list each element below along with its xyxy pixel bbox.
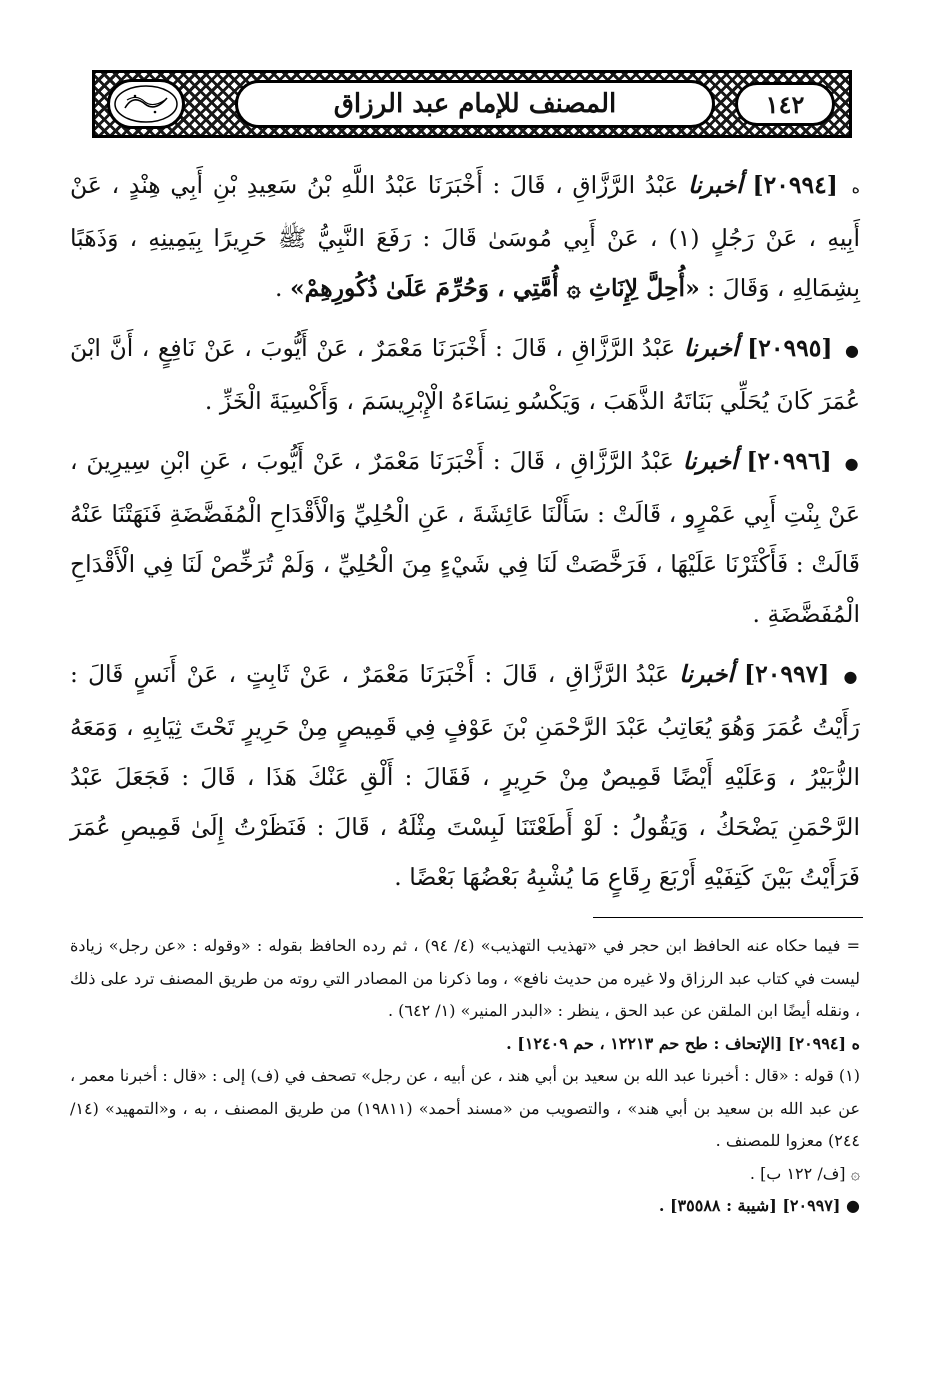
hadith-text: عَبْدُ الرَّزَّاقِ ، قَالَ : أَخْبَرَنَا مَعْمَرٌ ، عَنْ أَيُّوبَ ، عَنْ نَافِعٍ ، أَنَّ ابْنَ عُمَرَ كَانَ يُحَلِّي بَنَاتَهُ الذَّهَبَ ، وَيَكْسُو نِسَاءَهُ الْإِبْرِيسَمَ ، وَأَكْسِيَةَ الْخَزِّ . <box>70 334 860 415</box>
akhbarana-word: أخبرنا <box>683 334 739 362</box>
footnote-ithaf-text: [٢٠٩٩٤] [الإتحاف : طح حم ١٢٢١٣ ، حم ١٢٤٠٩] . <box>506 1033 847 1053</box>
akhbarana-word: أخبرنا <box>682 447 738 475</box>
page-number-box <box>735 82 835 126</box>
footnote-continuation: = فيما حكاه عنه الحافظ ابن حجر في «تهذيب التهذيب» (٤/ ٩٤) ، ثم رده الحافظ بقوله : «وقوله : «عن رجل» زيادة ليست في كتاب عبد الرزاق ولا غيره من حديث نافع» ، وما ذكرنا من المصادر التي روته من طريق المصنف ترد على ذلك ، ونقله أيضًا ابن الملقن عن عبد الحق ، ينظر : «البدر المنير» (١/ ٦٤٢) . <box>70 936 860 1020</box>
hadith-number: [٢٠٩٩٥] <box>747 334 833 362</box>
footnote-separator <box>593 917 863 918</box>
hadith-text: عَبْدُ الرَّزَّاقِ ، قَالَ : أَخْبَرَنَا مَعْمَرٌ ، عَنْ أَيُّوبَ ، عَنِ ابْنِ سِيرِينَ ، عَنْ بِنْتِ أَبِي عَمْرٍو ، قَالَتْ : سَأَلْنَا عَائِشَةَ ، عَنِ الْحُلِيِّ وَالْأَقْدَاحِ الْمُفَضَّضَةِ فَنَهَتْنَا عَنْهُ قَالَتْ : فَأَكْثَرْنَا عَلَيْهَا ، فَرَخَّصَتْ لَنَا فِي شَيْءٍ مِنَ الْحُلِيِّ ، وَلَمْ تُرَخِّصْ لَنَا فِي الْأَقْدَاحِ الْمُفَضَّضَةِ . <box>70 447 860 628</box>
hadith-20994 <box>70 160 860 313</box>
seal-icon <box>111 82 181 126</box>
footnote-marker: ● <box>846 1196 860 1215</box>
hadith-marker: ● <box>844 454 860 473</box>
prophetic-quote: «أُحِلَّ لِإِنَاثِ ۞ أُمَّتِي ، وَحُرِّمَ عَلَىٰ ذُكُورِهِمْ» <box>289 274 700 302</box>
hadith-number: [٢٠٩٩٧] <box>744 660 830 688</box>
hadith-marker: ● <box>843 667 860 686</box>
footnote-ithaf <box>70 1028 860 1061</box>
hadith-20996 <box>70 436 860 639</box>
akhbarana-word: أخبرنا <box>679 660 734 688</box>
running-title: المصنف للإمام عبد الرزاق <box>333 89 617 119</box>
page-number: ١٤٢ <box>765 89 805 119</box>
hadith-number: [٢٠٩٩٤] <box>752 171 838 199</box>
footnote-shaybah-text: [٢٠٩٩٧] [شيبة : ٣٥٥٨٨] . <box>658 1196 841 1215</box>
hadith-marker: ه <box>851 178 860 197</box>
page-header <box>92 70 852 138</box>
hadith-end: . <box>274 274 283 302</box>
hadith-marker: ● <box>844 341 860 360</box>
footnote-folio: ۞ [ف/ ١٢٢ ب] . <box>749 1163 860 1183</box>
akhbarana-word: أخبرنا <box>688 171 743 199</box>
footnote-shaybah <box>70 1190 860 1223</box>
hadith-text: عَبْدُ الرَّزَّاقِ ، قَالَ : أَخْبَرَنَا مَعْمَرٌ ، عَنْ ثَابِتٍ ، عَنْ أَنَسٍ قَالَ : رَأَيْتُ عُمَرَ وَهُوَ يُعَاتِبُ عَبْدَ الرَّحْمَنِ بْنَ عَوْفٍ فِي قَمِيصٍ مِنْ حَرِيرٍ تَحْتَ ثِيَابِهِ ، وَمَعَهُ الزُّبَيْرُ ، وَعَلَيْهِ أَيْضًا قَمِيصٌ مِنْ حَرِيرٍ ، فَقَالَ : أَلْقِ عَنْكَ هَذَا ، قَالَ : فَجَعَلَ عَبْدُ الرَّحْمَنِ يَضْحَكُ ، وَيَقُولُ : لَوْ أَطَعْتَنَا لَبِسْتَ مِثْلَهُ ، قَالَ : فَنَظَرْتُ إِلَىٰ قَمِيصِ عُمَرَ فَرَأَيْتُ بَيْنَ كَتِفَيْهِ أَرْبَعَ رِقَاعٍ مَا يُشْبِهُ بَعْضُهَا بَعْضًا . <box>70 660 860 891</box>
hadith-20997 <box>70 649 860 902</box>
hadith-number: [٢٠٩٩٦] <box>746 447 832 475</box>
footnotes <box>70 930 860 1223</box>
main-text <box>70 160 860 912</box>
footnote-marker: ه <box>851 1033 860 1053</box>
running-title-cartouche <box>235 80 715 128</box>
hadith-20995 <box>70 323 860 426</box>
footnote-1: (١) قوله : «قال : أخبرنا عبد الله بن سعيد بن أبي هند ، عن أبيه ، عن رجل» تصحف في (ف) إلى : «قال : أخبرنا معمر ، عن عبد الله بن سعيد بن أبي هند» ، والتصويب من «مسند أحمد» (١٩٨١١) من طريق المصنف ، به ، و«التمهيد» (١٤/ ٢٤٤) معزوا للمصنف . <box>70 1066 860 1150</box>
hadith-text: عَبْدُ الرَّزَّاقِ ، قَالَ : أَخْبَرَنَا عَبْدُ اللَّهِ بْنُ سَعِيدِ بْنِ أَبِي هِنْدٍ ، عَنْ أَبِيهِ ، عَنْ رَجُلٍ (١) ، عَنْ أَبِي مُوسَىٰ قَالَ : رَفَعَ النَّبِيُّ ﷺ حَرِيرًا بِيَمِينِهِ ، وَذَهَبًا بِشِمَالِهِ ، وَقَالَ : <box>70 171 861 302</box>
book-seal-logo <box>107 79 185 129</box>
